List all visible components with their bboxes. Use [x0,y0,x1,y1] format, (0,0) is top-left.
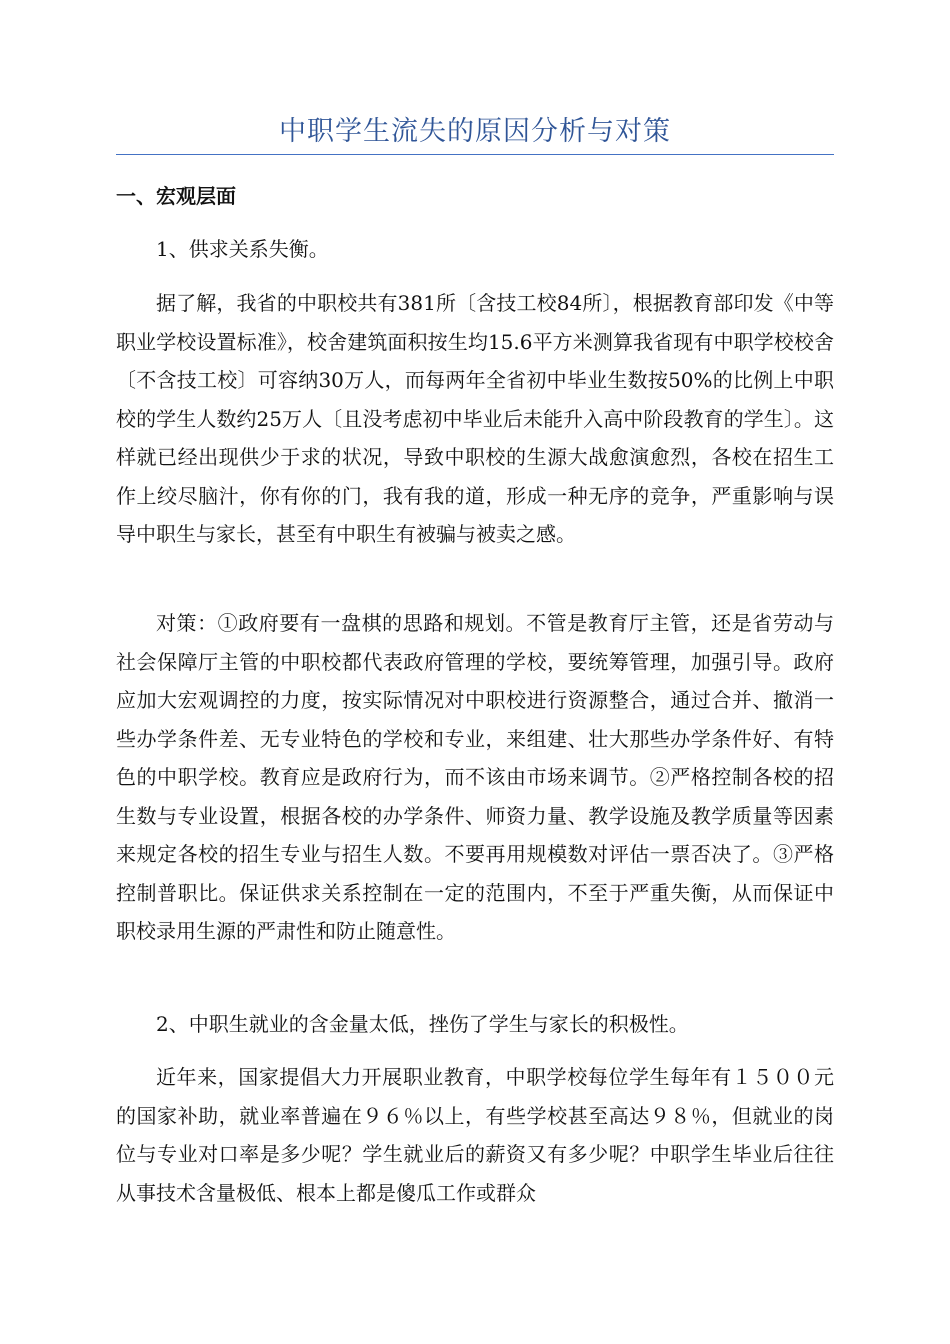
document-title: 中职学生流失的原因分析与对策 [279,116,671,147]
section-heading: 一、宏观层面 [116,184,236,208]
paragraph-countermeasures: 对策：①政府要有一盘棋的思路和规划。不管是教育厅主管，还是省劳动与社会保障厅主管的中职校都代表政府管理的学校，要统筹管理，加强引导。政府应加大宏观调控的力度，按实际情况对中职校进行资源整合，通过合并、撤消一些办学条件差、无专业特色的学校和专业，来组建、壮大那些办学条件好、有特色的中职学校。教育应是政府行为，而不该由市场来调节。②严格控制各校的招生数与专业设置，根据各校的办学条件、师资力量、教学设施及教学质量等因素来规定各校的招生专业与招生人数。不要再用规模数对评估一票否决了。③严格控制普职比。保证供求关系控制在一定的范围内，不至于严重失衡，从而保证中职校录用生源的严肃性和防止随意性。 [116,611,834,943]
paragraph-school-capacity: 据了解，我省的中职校共有381所〔含技工校84所〕，根据教育部印发《中等职业学校设置标准》，校舍建筑面积按生均15.6平方米测算我省现有中职学校校舍〔不含技工校〕可容纳30万人，而每两年全省初中毕业生数按50%的比例上中职校的学生人数约25万人〔且没考虑初中毕业后未能升入高中阶段教育的学生〕。这样就已经出现供少于求的状况，导致中职校的生源大战愈演愈烈，各校在招生工作上绞尽脑汁，你有你的门，我有我的道，形成一种无序的竞争，严重影响与误导中职生与家长，甚至有中职生有被骗与被卖之感。 [116,291,834,546]
subheading-employment-value: 2、中职生就业的含金量太低，挫伤了学生与家长的积极性。 [156,1012,689,1036]
subheading-supply-demand: 1、供求关系失衡。 [156,237,329,261]
paragraph-employment: 近年来，国家提倡大力开展职业教育，中职学校每位学生每年有１５００元的国家补助，就业率普遍在９６％以上，有些学校甚至高达９８％，但就业的岗位与专业对口率是多少呢？学生就业后的薪资又有多少呢？中职学生毕业后往往从事技术含量极低、根本上都是傻瓜工作或群众 [116,1065,834,1205]
title-underline [116,154,834,155]
